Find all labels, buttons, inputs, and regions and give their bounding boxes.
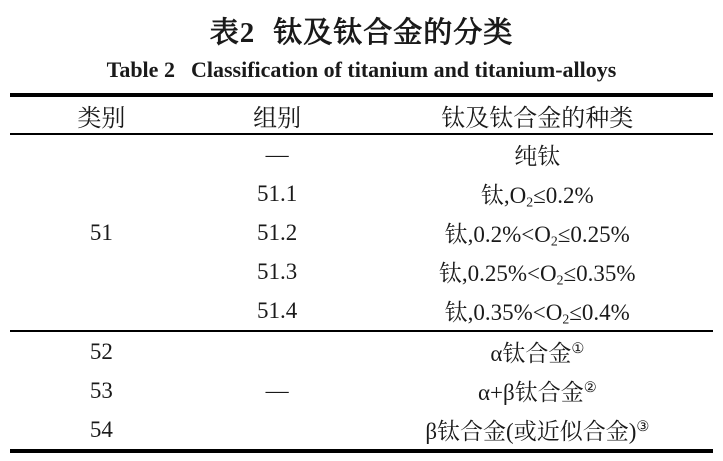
- cell-kind: α+β钛合金②: [477, 380, 597, 405]
- cell-kind: 钛$,0.25\%<O_2\le 0.35\%$: [438, 261, 636, 288]
- table-row: [10, 332, 713, 371]
- cell-category: 53: [89, 377, 113, 403]
- cell-kind: 纯钛: [514, 144, 561, 169]
- cell-group: 51.4: [257, 297, 298, 323]
- table-section-classes-52-54: [10, 332, 713, 449]
- table-caption-zh: [0, 9, 723, 51]
- cell-group: —: [265, 141, 289, 167]
- table-row: [10, 410, 713, 449]
- cell-category: 51: [89, 219, 113, 245]
- table-row: [10, 291, 713, 330]
- cell-kind: β钛合金(或近似合金)③: [425, 419, 650, 444]
- classification-table: [10, 93, 713, 453]
- table-section-class-51: [10, 135, 713, 332]
- cell-kind: 钛$,O_2\le 0.2\%$: [480, 183, 594, 210]
- column-header-kind: 钛及钛合金的种类: [441, 105, 634, 132]
- table-caption-en-label: Table 2: [106, 57, 175, 82]
- table-row: [10, 371, 713, 410]
- cell-group: —: [265, 377, 289, 403]
- table-caption-en: [0, 55, 723, 85]
- table-row: [10, 174, 713, 213]
- column-header-group: 组别: [253, 105, 302, 132]
- cell-group: 51.1: [257, 180, 298, 206]
- cell-kind: 钛$,0.2\%<O_2\le 0.25\%$: [444, 222, 630, 249]
- table-header-row: [10, 97, 713, 135]
- column-header-category: 类别: [77, 105, 126, 132]
- cell-kind: 钛$,0.35\%<O_2\le 0.4\%$: [444, 300, 630, 327]
- cell-kind: α钛合金①: [490, 341, 585, 366]
- table-caption-zh-label: 表2: [209, 16, 256, 49]
- table-caption-en-title: Classification of titanium and titanium-alloys: [190, 57, 617, 82]
- cell-group: 51.3: [257, 258, 298, 284]
- cell-category: 54: [89, 416, 113, 442]
- table-row: [10, 213, 713, 252]
- table-row: [10, 135, 713, 174]
- cell-category: 52: [89, 338, 113, 364]
- table-caption-zh-title: 钛及钛合金的分类: [273, 16, 514, 49]
- table-row: [10, 252, 713, 291]
- cell-group: 51.2: [257, 219, 298, 245]
